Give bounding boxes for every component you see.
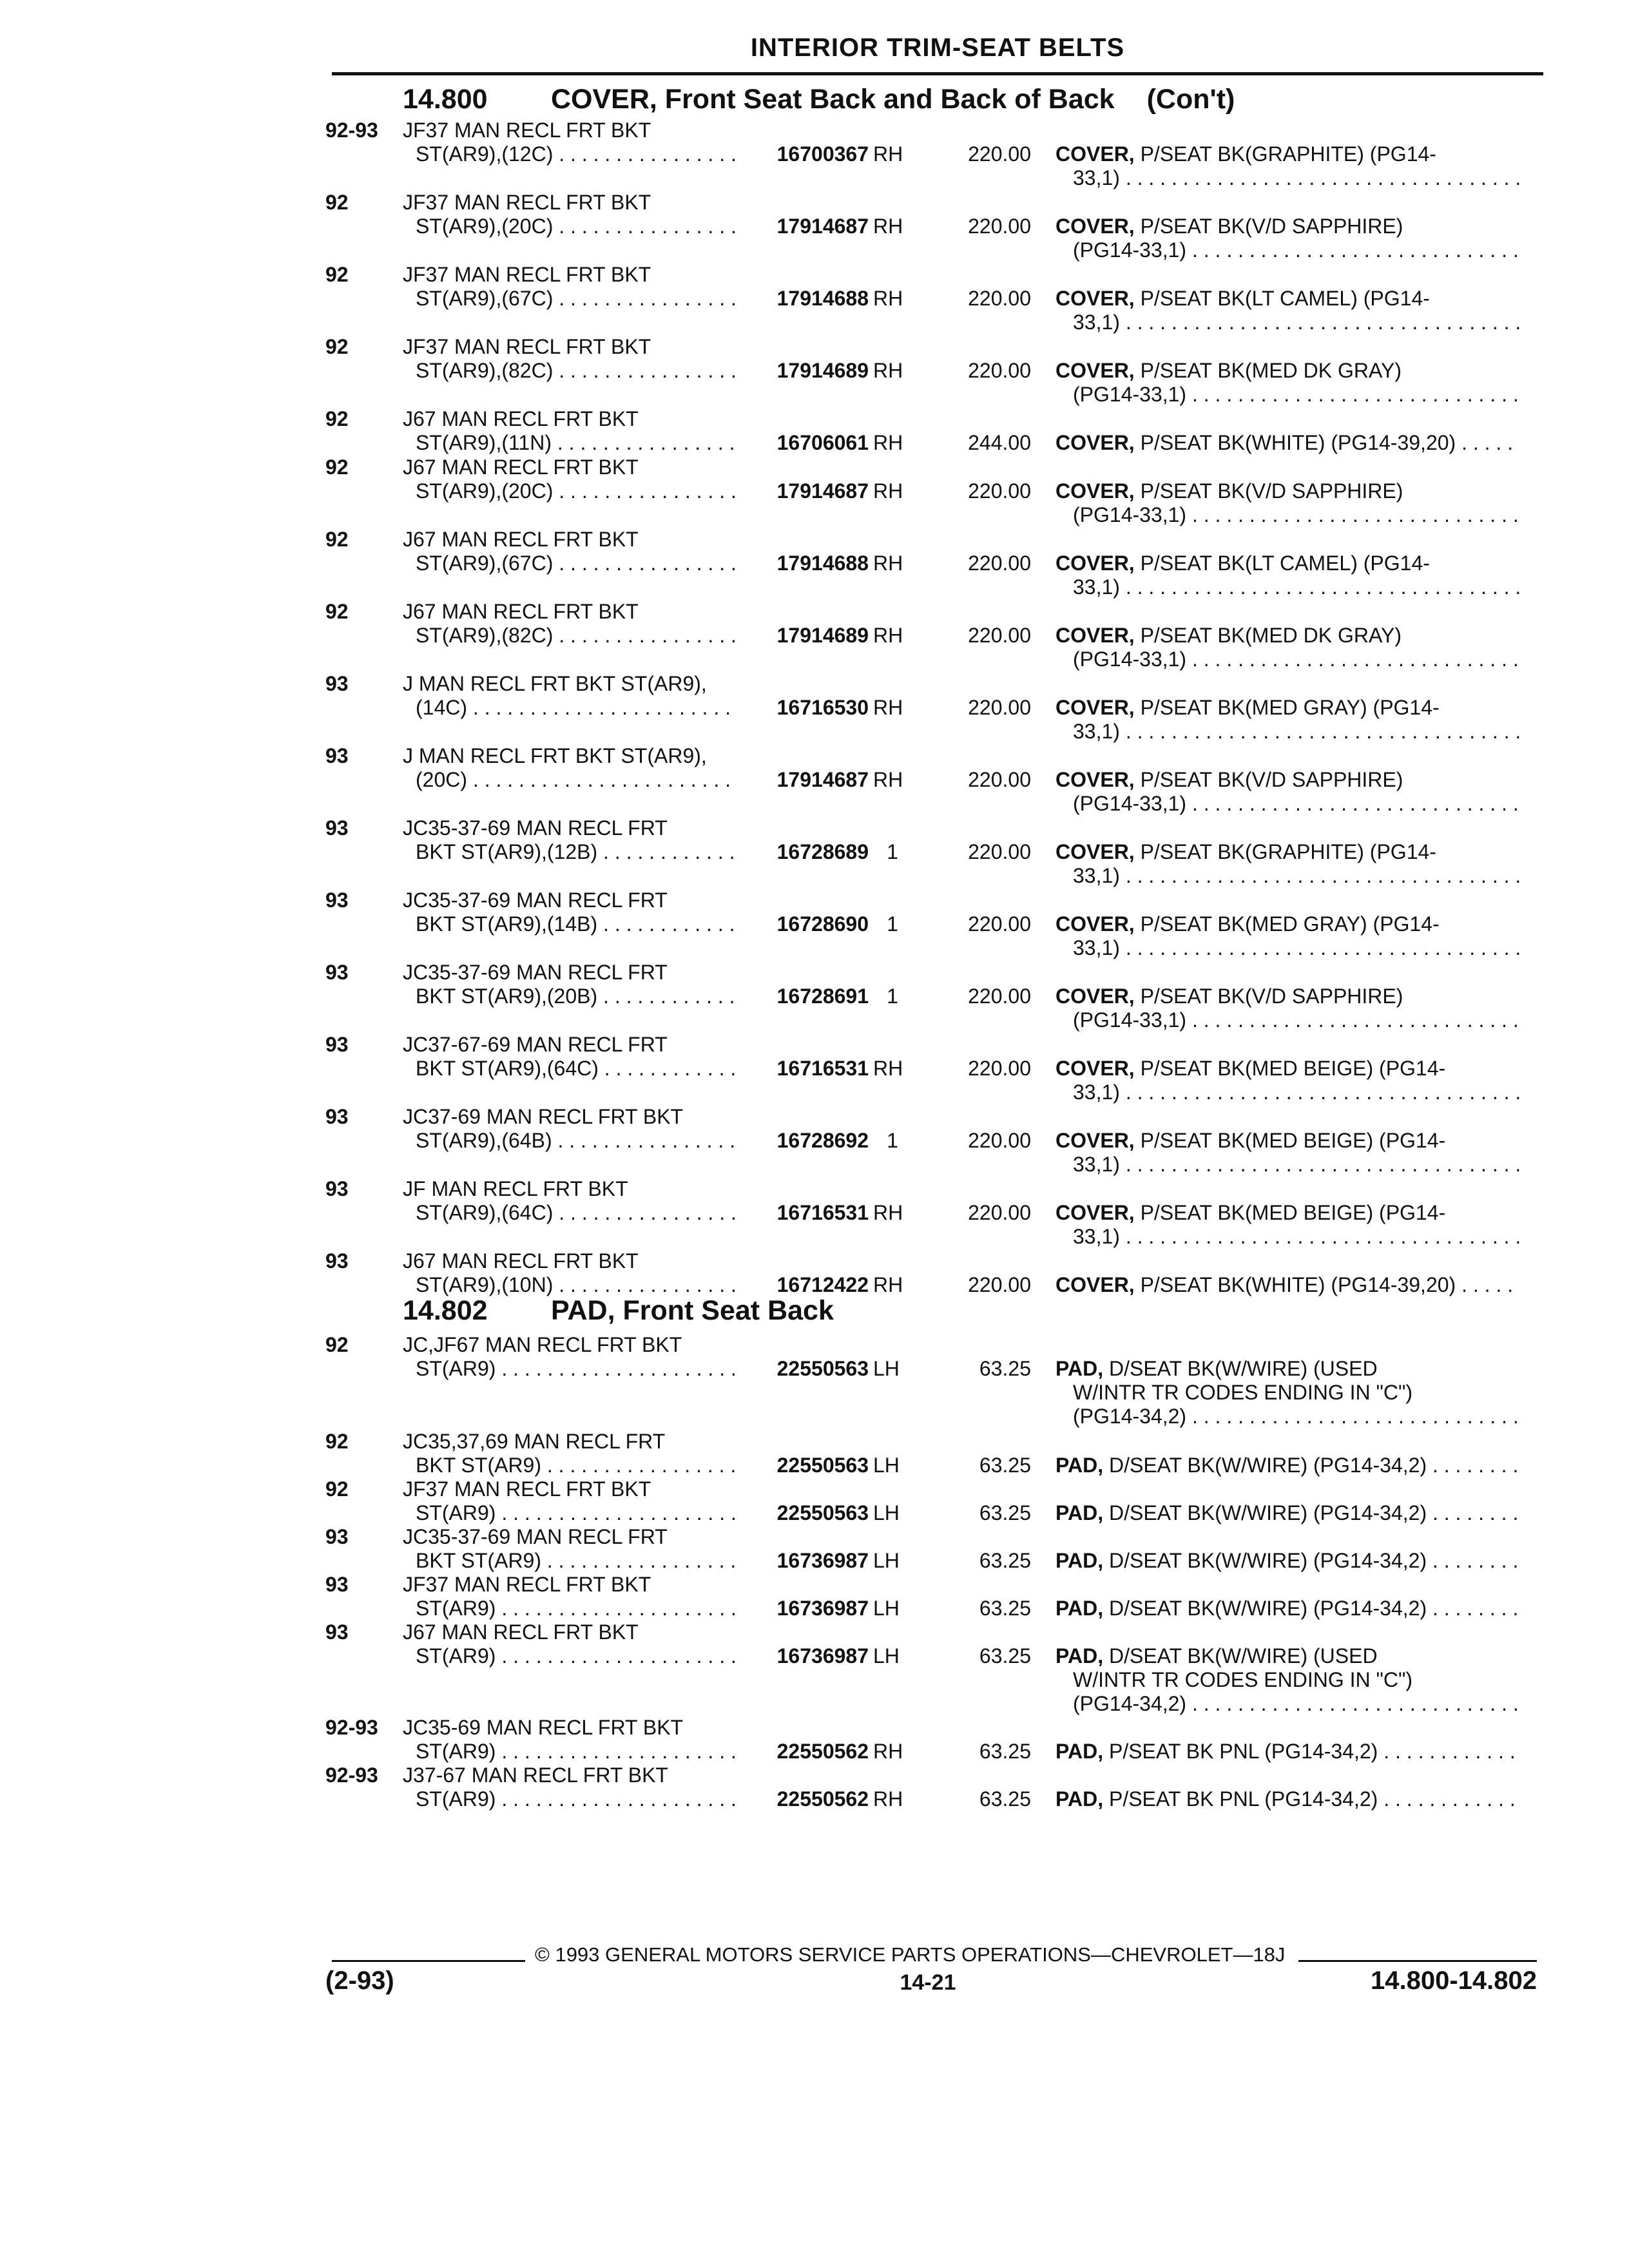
quantity-or-side: LH	[873, 1549, 900, 1572]
section-heading	[403, 1295, 834, 1327]
list-price: 63.25	[979, 1597, 1031, 1620]
application-line-1: JC35-37-69 MAN RECL FRT	[403, 816, 668, 840]
application-line-1: JC37-67-69 MAN RECL FRT	[403, 1033, 668, 1056]
model-year: 92	[325, 1477, 349, 1501]
item-name: COVER,	[1055, 142, 1135, 166]
application-line-1: JF37 MAN RECL FRT BKT	[403, 263, 651, 286]
model-year: 93	[325, 744, 349, 767]
item-description-cont: (PG14-33,1) . . .	[1073, 791, 1519, 816]
quantity-or-side: RH	[873, 1787, 903, 1811]
item-description-cont: (PG14-33,1) . . .	[1073, 1008, 1519, 1032]
parts-entry	[0, 1104, 1629, 1182]
item-description	[1055, 912, 1519, 936]
item-description-cont: 33,1) . . .	[1073, 863, 1519, 888]
parts-entry	[0, 527, 1629, 604]
application-line-2: ST(AR9) . . .	[416, 1356, 738, 1381]
part-number: 16728691	[744, 984, 869, 1008]
part-number: 16736987	[744, 1548, 869, 1573]
quantity-or-side: RH	[873, 696, 903, 719]
item-description-cont: (PG14-33,1) . . .	[1073, 503, 1519, 527]
model-year: 93	[325, 1033, 349, 1056]
item-description	[1055, 1273, 1519, 1297]
item-description	[1055, 1739, 1519, 1763]
item-name: COVER,	[1055, 1273, 1135, 1296]
item-detail: P/SEAT BK(V/D SAPPHIRE)	[1140, 768, 1403, 791]
application-line-2: ST(AR9) . . .	[416, 1501, 738, 1525]
item-detail: P/SEAT BK(V/D SAPPHIRE)	[1140, 985, 1403, 1008]
quantity-or-side: RH	[873, 1057, 903, 1080]
header-rule	[332, 72, 1543, 75]
item-detail: D/SEAT BK(W/WIRE) (USED	[1108, 1644, 1378, 1667]
list-price: 220.00	[968, 768, 1031, 791]
list-price: 220.00	[968, 624, 1031, 647]
item-description	[1055, 479, 1519, 503]
item-description-cont: 33,1) . . .	[1073, 1224, 1519, 1249]
model-year: 93	[325, 889, 349, 912]
model-year: 92	[325, 191, 349, 214]
application-line-2: ST(AR9),(20C) . . .	[416, 479, 738, 503]
model-year: 92	[325, 407, 349, 430]
item-name: COVER,	[1055, 287, 1135, 310]
list-price: 220.00	[968, 912, 1031, 936]
item-detail: P/SEAT BK PNL (PG14-34,2)	[1108, 1787, 1378, 1811]
parts-entry	[0, 1763, 1629, 1840]
item-description-cont: (PG14-33,1) . . .	[1073, 647, 1519, 671]
part-number: 22550562	[744, 1739, 869, 1763]
item-description	[1055, 984, 1519, 1008]
application-line-2: ST(AR9),(11N) . . .	[416, 430, 738, 455]
part-number: 16716530	[744, 695, 869, 720]
parts-entry	[0, 1177, 1629, 1254]
parts-entry	[0, 1032, 1629, 1110]
application-line-2: BKT ST(AR9) . . .	[416, 1548, 738, 1573]
application-line-1: JF MAN RECL FRT BKT	[403, 1177, 628, 1200]
item-name: COVER,	[1055, 912, 1135, 936]
item-description	[1055, 358, 1519, 383]
application-line-2: ST(AR9),(12C) . . .	[416, 142, 738, 166]
item-name: PAD,	[1055, 1787, 1104, 1811]
quantity-or-side: 1	[887, 840, 898, 863]
item-detail: P/SEAT BK(V/D SAPPHIRE)	[1140, 479, 1403, 503]
application-line-2: BKT ST(AR9),(12B) . . .	[416, 840, 738, 864]
list-price: 220.00	[968, 287, 1031, 310]
quantity-or-side: 1	[887, 985, 898, 1008]
item-name: PAD,	[1055, 1454, 1104, 1477]
list-price: 220.00	[968, 1201, 1031, 1224]
application-line-1: JC37-69 MAN RECL FRT BKT	[403, 1105, 684, 1128]
item-description	[1055, 1128, 1519, 1153]
list-price: 220.00	[968, 215, 1031, 238]
item-description-cont: (PG14-34,2) . . .	[1073, 1404, 1519, 1428]
model-year: 93	[325, 672, 349, 695]
footer-copyright: © 1993 GENERAL MOTORS SERVICE PARTS OPERATIONS—CHEVROLET—18J	[535, 1943, 1286, 1966]
application-line-1: JC35-37-69 MAN RECL FRT	[403, 961, 668, 984]
application-line-2: (20C) . . .	[416, 767, 738, 792]
item-name: COVER,	[1055, 359, 1135, 382]
item-detail: P/SEAT BK(MED BEIGE) (PG14-	[1140, 1057, 1446, 1080]
list-price: 244.00	[968, 431, 1031, 454]
item-description	[1055, 1644, 1519, 1668]
quantity-or-side: RH	[873, 1740, 903, 1763]
model-year: 92	[325, 600, 349, 623]
model-year: 92-93	[325, 1763, 378, 1787]
item-detail: P/SEAT BK(LT CAMEL) (PG14-	[1140, 287, 1430, 310]
model-year: 92-93	[325, 119, 378, 142]
quantity-or-side: RH	[873, 431, 903, 454]
item-name: COVER,	[1055, 696, 1135, 719]
section-number: 14.802	[403, 1295, 488, 1326]
item-detail: D/SEAT BK(W/WIRE) (PG14-34,2)	[1108, 1501, 1427, 1524]
item-description	[1055, 214, 1519, 238]
application-line-1: J67 MAN RECL FRT BKT	[403, 1620, 639, 1644]
model-year: 92	[325, 335, 349, 358]
model-year: 93	[325, 816, 349, 840]
part-number: 16736987	[744, 1644, 869, 1668]
item-description	[1055, 1056, 1519, 1081]
item-detail: P/SEAT BK(WHITE) (PG14-39,20)	[1140, 431, 1456, 454]
section-heading	[403, 84, 1235, 115]
quantity-or-side: RH	[873, 552, 903, 575]
quantity-or-side: 1	[887, 912, 898, 936]
item-name: COVER,	[1055, 1057, 1135, 1080]
quantity-or-side: LH	[873, 1501, 900, 1524]
application-line-2: ST(AR9),(64C) . . .	[416, 1200, 738, 1225]
item-detail: P/SEAT BK(LT CAMEL) (PG14-	[1140, 552, 1430, 575]
list-price: 220.00	[968, 552, 1031, 575]
list-price: 220.00	[968, 142, 1031, 166]
quantity-or-side: RH	[873, 479, 903, 503]
model-year: 92	[325, 528, 349, 551]
quantity-or-side: RH	[873, 287, 903, 310]
item-detail: P/SEAT BK(MED GRAY) (PG14-	[1140, 696, 1440, 719]
list-price: 220.00	[968, 1273, 1031, 1296]
application-line-2: BKT ST(AR9),(14B) . . .	[416, 912, 738, 936]
item-detail: D/SEAT BK(W/WIRE) (PG14-34,2)	[1108, 1597, 1427, 1620]
part-number: 17914688	[744, 286, 869, 311]
application-line-2: ST(AR9) . . .	[416, 1644, 738, 1668]
part-number: 16712422	[744, 1273, 869, 1297]
list-price: 220.00	[968, 1129, 1031, 1152]
item-description-cont: W/INTR TR CODES ENDING IN "C")	[1073, 1668, 1413, 1691]
parts-entry	[0, 190, 1629, 267]
model-year: 93	[325, 961, 349, 984]
item-name: PAD,	[1055, 1644, 1104, 1667]
application-line-1: JF37 MAN RECL FRT BKT	[403, 1573, 651, 1596]
item-description-cont: 33,1) . . .	[1073, 575, 1519, 599]
part-number: 16716531	[744, 1056, 869, 1081]
item-description-cont: 33,1) . . .	[1073, 719, 1519, 744]
parts-entry	[0, 888, 1629, 965]
item-description-cont: (PG14-34,2) . . .	[1073, 1691, 1519, 1716]
item-name: COVER,	[1055, 985, 1135, 1008]
application-line-1: J67 MAN RECL FRT BKT	[403, 600, 639, 623]
item-description-cont: (PG14-33,1) . . .	[1073, 238, 1519, 262]
item-description	[1055, 695, 1519, 720]
item-description	[1055, 1787, 1519, 1811]
part-number: 16706061	[744, 430, 869, 455]
quantity-or-side: RH	[873, 215, 903, 238]
item-name: COVER,	[1055, 840, 1135, 863]
model-year: 92	[325, 1430, 349, 1453]
item-description-cont: W/INTR TR CODES ENDING IN "C")	[1073, 1381, 1413, 1404]
item-description	[1055, 1596, 1519, 1620]
item-name: COVER,	[1055, 552, 1135, 575]
item-name: COVER,	[1055, 624, 1135, 647]
footer-section-range: 14.800-14.802	[1370, 1966, 1537, 1995]
list-price: 63.25	[979, 1549, 1031, 1572]
section-number: 14.800	[403, 84, 488, 115]
part-number: 22550562	[744, 1787, 869, 1811]
item-description	[1055, 1453, 1519, 1477]
quantity-or-side: RH	[873, 142, 903, 166]
item-detail: P/SEAT BK(MED BEIGE) (PG14-	[1140, 1201, 1446, 1224]
list-price: 220.00	[968, 696, 1031, 719]
model-year: 93	[325, 1249, 349, 1273]
item-detail: P/SEAT BK(MED GRAY) (PG14-	[1140, 912, 1440, 936]
application-line-1: J67 MAN RECL FRT BKT	[403, 1249, 639, 1273]
application-line-1: J67 MAN RECL FRT BKT	[403, 528, 639, 551]
part-number: 16716531	[744, 1200, 869, 1225]
item-description-cont: 33,1) . . .	[1073, 166, 1519, 190]
quantity-or-side: RH	[873, 624, 903, 647]
parts-entry	[0, 816, 1629, 893]
part-number: 22550563	[744, 1501, 869, 1525]
application-line-1: JC35-37-69 MAN RECL FRT	[403, 889, 668, 912]
part-number: 17914687	[744, 479, 869, 503]
part-number: 17914689	[744, 358, 869, 383]
model-year: 92	[325, 1333, 349, 1356]
quantity-or-side: 1	[887, 1129, 898, 1152]
application-line-1: JC35-69 MAN RECL FRT BKT	[403, 1716, 684, 1739]
item-detail: D/SEAT BK(W/WIRE) (PG14-34,2)	[1108, 1549, 1427, 1572]
application-line-1: JF37 MAN RECL FRT BKT	[403, 335, 651, 358]
application-line-1: J MAN RECL FRT BKT ST(AR9),	[403, 672, 707, 695]
item-name: PAD,	[1055, 1501, 1104, 1524]
item-description-cont: 33,1) . . .	[1073, 1080, 1519, 1104]
item-detail: P/SEAT BK(V/D SAPPHIRE)	[1140, 215, 1403, 238]
quantity-or-side: RH	[873, 359, 903, 382]
part-number: 22550563	[744, 1453, 869, 1477]
application-line-2: ST(AR9) . . .	[416, 1739, 738, 1763]
part-number: 16728689	[744, 840, 869, 864]
footer-rule-right	[1298, 1960, 1537, 1962]
quantity-or-side: LH	[873, 1597, 900, 1620]
parts-entry	[0, 118, 1629, 195]
application-line-2: ST(AR9),(20C) . . .	[416, 214, 738, 238]
part-number: 17914687	[744, 214, 869, 238]
application-line-2: ST(AR9),(64B) . . .	[416, 1128, 738, 1153]
part-number: 16728692	[744, 1128, 869, 1153]
model-year: 93	[325, 1525, 349, 1548]
item-name: COVER,	[1055, 431, 1135, 454]
parts-entry	[0, 671, 1629, 749]
list-price: 220.00	[968, 1057, 1031, 1080]
list-price: 63.25	[979, 1501, 1031, 1524]
application-line-1: JF37 MAN RECL FRT BKT	[403, 119, 651, 142]
application-line-2: BKT ST(AR9) . . .	[416, 1453, 738, 1477]
quantity-or-side: LH	[873, 1454, 900, 1477]
application-line-1: J37-67 MAN RECL FRT BKT	[403, 1763, 668, 1787]
item-description	[1055, 142, 1519, 166]
item-detail: P/SEAT BK(GRAPHITE) (PG14-	[1140, 840, 1436, 863]
quantity-or-side: LH	[873, 1644, 900, 1667]
item-detail: P/SEAT BK(MED DK GRAY)	[1140, 624, 1402, 647]
quantity-or-side: RH	[873, 768, 903, 791]
item-name: COVER,	[1055, 479, 1135, 503]
quantity-or-side: LH	[873, 1357, 900, 1380]
item-description	[1055, 767, 1519, 792]
footer-page-number: 14-21	[900, 1970, 956, 1995]
part-number: 22550563	[744, 1356, 869, 1381]
application-line-2: ST(AR9),(67C) . . .	[416, 551, 738, 575]
application-line-1: J67 MAN RECL FRT BKT	[403, 456, 639, 479]
application-line-2: ST(AR9) . . .	[416, 1787, 738, 1811]
part-number: 16736987	[744, 1596, 869, 1620]
application-line-2: BKT ST(AR9),(20B) . . .	[416, 984, 738, 1008]
list-price: 63.25	[979, 1740, 1031, 1763]
list-price: 220.00	[968, 479, 1031, 503]
list-price: 220.00	[968, 840, 1031, 863]
application-line-1: JF37 MAN RECL FRT BKT	[403, 191, 651, 214]
item-detail: P/SEAT BK(WHITE) (PG14-39,20)	[1140, 1273, 1456, 1296]
list-price: 63.25	[979, 1644, 1031, 1667]
part-number: 16728690	[744, 912, 869, 936]
item-name: PAD,	[1055, 1357, 1104, 1380]
item-detail: P/SEAT BK(GRAPHITE) (PG14-	[1140, 142, 1436, 166]
model-year: 92	[325, 456, 349, 479]
parts-entry	[0, 1620, 1629, 1715]
item-description-cont: (PG14-33,1) . . .	[1073, 382, 1519, 407]
application-line-2: ST(AR9),(82C) . . .	[416, 623, 738, 648]
quantity-or-side: RH	[873, 1201, 903, 1224]
item-description	[1055, 1501, 1519, 1525]
parts-entry	[0, 599, 1629, 677]
item-description-cont: 33,1) . . .	[1073, 310, 1519, 334]
page-title: INTERIOR TRIM-SEAT BELTS	[750, 34, 1125, 62]
item-description	[1055, 551, 1519, 575]
application-line-2: (14C) . . .	[416, 695, 738, 720]
footer-rule-left	[332, 1960, 525, 1962]
part-number: 17914687	[744, 767, 869, 792]
parts-entry	[0, 455, 1629, 532]
item-detail: P/SEAT BK(MED BEIGE) (PG14-	[1140, 1129, 1446, 1152]
item-detail: D/SEAT BK(W/WIRE) (PG14-34,2)	[1108, 1454, 1427, 1477]
section-continued: (Con't)	[1146, 84, 1235, 115]
item-detail: D/SEAT BK(W/WIRE) (USED	[1108, 1357, 1378, 1380]
item-name: COVER,	[1055, 1129, 1135, 1152]
model-year: 93	[325, 1105, 349, 1128]
part-number: 17914688	[744, 551, 869, 575]
model-year: 93	[325, 1573, 349, 1596]
item-detail: P/SEAT BK PNL (PG14-34,2)	[1108, 1740, 1378, 1763]
item-name: PAD,	[1055, 1740, 1104, 1763]
application-line-1: J67 MAN RECL FRT BKT	[403, 407, 639, 430]
item-name: COVER,	[1055, 215, 1135, 238]
application-line-1: JC,JF67 MAN RECL FRT BKT	[403, 1333, 682, 1356]
item-name: COVER,	[1055, 768, 1135, 791]
item-description	[1055, 1200, 1519, 1225]
parts-entry	[0, 1332, 1629, 1428]
section-title: COVER, Front Seat Back and Back of Back	[551, 84, 1115, 115]
list-price: 220.00	[968, 359, 1031, 382]
item-description-cont: 33,1) . . .	[1073, 936, 1519, 960]
part-number: 16700367	[744, 142, 869, 166]
item-description	[1055, 623, 1519, 648]
item-description	[1055, 1548, 1519, 1573]
list-price: 63.25	[979, 1454, 1031, 1477]
item-name: COVER,	[1055, 1201, 1135, 1224]
item-description	[1055, 840, 1519, 864]
item-description	[1055, 430, 1519, 455]
part-number: 17914689	[744, 623, 869, 648]
parts-entry	[0, 262, 1629, 340]
application-line-2: ST(AR9),(82C) . . .	[416, 358, 738, 383]
list-price: 63.25	[979, 1357, 1031, 1380]
application-line-1: JC35-37-69 MAN RECL FRT	[403, 1525, 668, 1548]
application-line-2: ST(AR9) . . .	[416, 1596, 738, 1620]
application-line-1: JC35,37,69 MAN RECL FRT	[403, 1430, 666, 1453]
model-year: 92-93	[325, 1716, 378, 1739]
item-name: PAD,	[1055, 1597, 1104, 1620]
model-year: 93	[325, 1620, 349, 1644]
parts-entry	[0, 744, 1629, 821]
application-line-1: J MAN RECL FRT BKT ST(AR9),	[403, 744, 707, 767]
list-price: 63.25	[979, 1787, 1031, 1811]
item-description-cont: 33,1) . . .	[1073, 1152, 1519, 1177]
model-year: 93	[325, 1177, 349, 1200]
parts-entry	[0, 960, 1629, 1037]
parts-entry	[0, 334, 1629, 412]
application-line-2: BKT ST(AR9),(64C) . . .	[416, 1056, 738, 1081]
quantity-or-side: RH	[873, 1273, 903, 1296]
section-title: PAD, Front Seat Back	[551, 1295, 834, 1326]
list-price: 220.00	[968, 985, 1031, 1008]
application-line-2: ST(AR9),(67C) . . .	[416, 286, 738, 311]
item-description	[1055, 1356, 1519, 1381]
application-line-2: ST(AR9),(10N) . . .	[416, 1273, 738, 1297]
application-line-1: JF37 MAN RECL FRT BKT	[403, 1477, 651, 1501]
item-detail: P/SEAT BK(MED DK GRAY)	[1140, 359, 1402, 382]
model-year: 92	[325, 263, 349, 286]
item-description	[1055, 286, 1519, 311]
footer-date: (2-93)	[325, 1966, 394, 1995]
item-name: PAD,	[1055, 1549, 1104, 1572]
